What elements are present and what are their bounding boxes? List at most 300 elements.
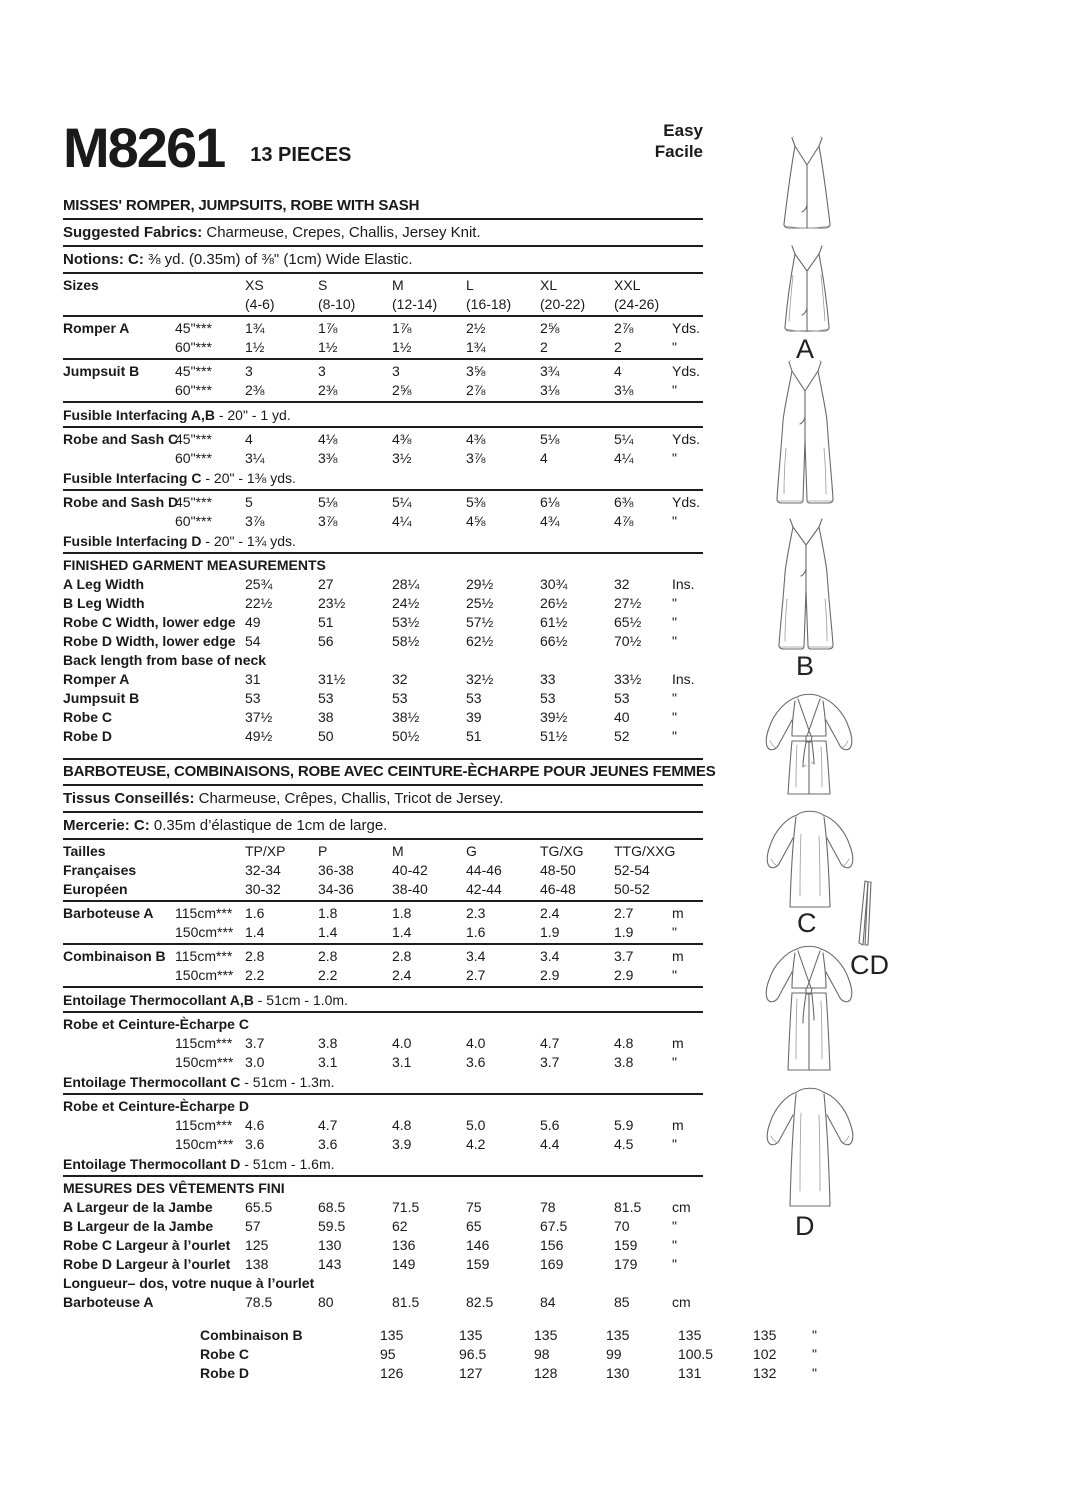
measurement-value: 99 — [606, 1346, 622, 1362]
measurement-value: 38½ — [392, 709, 420, 725]
measurement-value: 51 — [318, 614, 334, 630]
romper-a-back-illustration — [779, 245, 835, 341]
yardage-value: 2.9 — [614, 967, 634, 983]
measurement-value: 50 — [318, 728, 334, 744]
measurement-value: 52 — [614, 728, 630, 744]
table-row — [63, 670, 703, 689]
size-header-row — [63, 276, 703, 295]
horizontal-rule — [63, 272, 703, 274]
measurement-value: 32½ — [466, 671, 494, 687]
row-label: Robe D — [63, 728, 112, 744]
unit: m — [672, 1117, 684, 1133]
size-name: TP/XP — [245, 843, 286, 859]
measurement-value: 33½ — [614, 671, 642, 687]
yardage-value: 5 — [245, 494, 253, 510]
difficulty-fr: Facile — [654, 142, 703, 161]
unit: " — [672, 1054, 677, 1070]
yardage-value: 4.5 — [614, 1136, 634, 1152]
meta-line: Suggested Fabrics: Charmeuse, Crepes, Challis, Jersey Knit. — [63, 224, 481, 241]
yardage-value: 1½ — [245, 339, 265, 355]
yardage-value: 3⅛ — [540, 382, 560, 398]
measurement-value: 49 — [245, 614, 261, 630]
measurement-value: 156 — [540, 1237, 564, 1253]
yardage-value: 3⅜ — [318, 450, 338, 466]
table-section-header: Longueur– dos, votre nuque à l’ourlet — [63, 1275, 315, 1291]
horizontal-rule — [63, 758, 703, 760]
measurement-value: 50½ — [392, 728, 420, 744]
size-header-row — [63, 861, 703, 880]
note-label: Entoilage Thermocollant D — [63, 1156, 241, 1172]
horizontal-rule — [63, 552, 703, 554]
fabric-width: 115cm*** — [175, 1117, 233, 1133]
yardage-value: 1½ — [392, 339, 412, 355]
table-row — [63, 632, 703, 651]
measurement-value: 100.5 — [678, 1346, 714, 1362]
measurement-value: 39 — [466, 709, 482, 725]
pattern-number: M8261 — [63, 116, 225, 179]
size-name: 40-42 — [392, 862, 428, 878]
yardage-value: 2.8 — [245, 948, 265, 964]
view-label-cd: CD — [850, 950, 889, 980]
yardage-value: 1.9 — [614, 924, 634, 940]
size-name: 46-48 — [540, 881, 576, 897]
section-title: BARBOTEUSE, COMBINAISONS, ROBE AVEC CEINTURE-ÈCHARPE POUR JEUNES FEMMES — [63, 763, 716, 780]
yardage-value: 3⅛ — [614, 382, 634, 398]
measurement-value: 61½ — [540, 614, 568, 630]
view-label-d: D — [795, 1211, 815, 1241]
table-row — [63, 689, 703, 708]
measurement-value: 53 — [466, 690, 482, 706]
measurement-value: 53 — [245, 690, 261, 706]
yardage-value: 3 — [392, 363, 400, 379]
size-name: 44-46 — [466, 862, 502, 878]
size-name: L — [466, 277, 474, 293]
meta-line: Tissus Conseillés: Charmeuse, Crêpes, Challis, Tricot de Jersey. — [63, 790, 504, 807]
measurement-value: 40 — [614, 709, 630, 725]
measurement-value: 53 — [540, 690, 556, 706]
measurement-value: 127 — [459, 1365, 483, 1381]
yardage-value: 1.4 — [392, 924, 412, 940]
measurement-value: 130 — [606, 1365, 630, 1381]
measurement-value: 24½ — [392, 595, 420, 611]
measurement-value: 62 — [392, 1218, 408, 1234]
yardage-value: 4.0 — [466, 1035, 486, 1051]
yardage-value: 2⅜ — [318, 382, 338, 398]
yardage-value: 3.7 — [245, 1035, 265, 1051]
horizontal-rule — [63, 489, 703, 491]
unit: " — [672, 1136, 677, 1152]
size-name: (8-10) — [318, 296, 356, 312]
view-label-a: A — [796, 334, 815, 364]
measurement-value: 54 — [245, 633, 261, 649]
measurement-value: 84 — [540, 1294, 556, 1310]
measurement-value: 33 — [540, 671, 556, 687]
measurement-value: 27½ — [614, 595, 642, 611]
sash-cd-illustration — [855, 879, 877, 951]
meta-line: Notions: C: ⅜ yd. (0.35m) of ⅜" (1cm) Wide Elastic. — [63, 251, 413, 268]
measurement-value: 81.5 — [392, 1294, 420, 1310]
yardage-value: 2.8 — [318, 948, 338, 964]
yardage-value: 2.7 — [466, 967, 486, 983]
row-label: Robe D Width, lower edge — [63, 633, 236, 649]
measurement-value: 135 — [606, 1327, 630, 1343]
size-header-row — [63, 295, 703, 314]
horizontal-rule — [63, 838, 703, 840]
horizontal-rule — [63, 811, 703, 813]
measurement-value: 49½ — [245, 728, 273, 744]
unit: cm — [672, 1294, 691, 1310]
measurement-value: 57 — [245, 1218, 261, 1234]
table-row — [63, 1034, 703, 1053]
size-name: 48-50 — [540, 862, 576, 878]
interfacing-note: Entoilage Thermocollant A,B - 51cm - 1.0m. — [63, 992, 348, 1008]
measurement-value: 26½ — [540, 595, 568, 611]
fabric-width: 45"*** — [175, 320, 212, 336]
size-name: M — [392, 843, 404, 859]
yardage-value: 4 — [245, 431, 253, 447]
measurement-value: 70 — [614, 1218, 630, 1234]
yardage-value: 2⅞ — [466, 382, 486, 398]
size-name: 30-32 — [245, 881, 281, 897]
table-row — [63, 512, 703, 531]
fabric-width: 60"*** — [175, 450, 212, 466]
measurement-value: 58½ — [392, 633, 420, 649]
table-section-header: MESURES DES VÊTEMENTS FINI — [63, 1180, 285, 1196]
measurement-value: 135 — [678, 1327, 702, 1343]
size-name: XXL — [614, 277, 641, 293]
row-label: Barboteuse A — [63, 905, 154, 921]
yardage-value: 1.4 — [245, 924, 265, 940]
row-label: Jumpsuit B — [63, 690, 140, 706]
table-row — [63, 381, 703, 400]
fabric-width: 60"*** — [175, 513, 212, 529]
table-row — [63, 947, 703, 966]
unit: " — [812, 1327, 817, 1343]
unit: m — [672, 948, 684, 964]
yardage-value: 3.4 — [540, 948, 560, 964]
yardage-value: 3.9 — [392, 1136, 412, 1152]
yardage-value: 4.0 — [392, 1035, 412, 1051]
row-label: Combinaison B — [200, 1327, 303, 1343]
size-name: TG/XG — [540, 843, 584, 859]
unit: " — [672, 967, 677, 983]
romper-a-front-illustration — [779, 136, 835, 240]
table-row — [63, 1053, 703, 1072]
note-label: Entoilage Thermocollant A,B — [63, 992, 254, 1008]
unit: " — [672, 1237, 677, 1253]
row-label: Robe and Sash C — [63, 431, 179, 447]
row-label: Robe C Largeur à l’ourlet — [63, 1237, 231, 1253]
yardage-value: 4¾ — [540, 513, 560, 529]
yardage-value: 5¼ — [392, 494, 412, 510]
measurement-value: 135 — [380, 1327, 404, 1343]
yardage-value: 4.7 — [318, 1117, 338, 1133]
fabric-width: 45"*** — [175, 363, 212, 379]
unit: " — [672, 382, 677, 398]
measurement-value: 31 — [245, 671, 261, 687]
unit: m — [672, 905, 684, 921]
horizontal-rule — [63, 218, 703, 220]
size-name: XS — [245, 277, 264, 293]
size-name: 38-40 — [392, 881, 428, 897]
table-row — [63, 727, 703, 746]
size-name: (24-26) — [614, 296, 660, 312]
yardage-value: 1.8 — [318, 905, 338, 921]
yardage-value: 3.7 — [614, 948, 634, 964]
yardage-value: 4⅝ — [466, 513, 486, 529]
measurement-value: 96.5 — [459, 1346, 487, 1362]
table-row — [63, 575, 703, 594]
fabric-width: 60"*** — [175, 339, 212, 355]
row-label — [63, 449, 175, 468]
yardage-value: 2⅝ — [540, 320, 560, 336]
yardage-value: 1.6 — [245, 905, 265, 921]
horizontal-rule — [63, 315, 703, 317]
yardage-value: 5⅛ — [318, 494, 338, 510]
fabric-width: 150cm*** — [175, 1054, 234, 1070]
yardage-value: 4⅛ — [318, 431, 338, 447]
table-row-indented — [63, 1345, 817, 1364]
yardage-value: 3 — [245, 363, 253, 379]
yardage-value: 2 — [614, 339, 622, 355]
row-label — [63, 923, 175, 942]
table-row — [63, 1236, 703, 1255]
yardage-value: 4.6 — [245, 1117, 265, 1133]
measurement-value: 125 — [245, 1237, 269, 1253]
yardage-value: 4.8 — [614, 1035, 634, 1051]
interfacing-note: Fusible Interfacing D - 20" - 1¾ yds. — [63, 533, 296, 549]
yardage-value: 1.8 — [392, 905, 412, 921]
fabric-width: 45"*** — [175, 494, 212, 510]
yardage-value: 2 — [540, 339, 548, 355]
horizontal-rule — [63, 986, 703, 988]
yardage-value: 3.6 — [318, 1136, 338, 1152]
measurement-value: 68.5 — [318, 1199, 346, 1215]
yardage-value: 2.3 — [466, 905, 486, 921]
horizontal-rule — [63, 401, 703, 403]
yardage-value: 4⅜ — [466, 431, 486, 447]
measurement-value: 143 — [318, 1256, 342, 1272]
french-yardage-table — [63, 758, 817, 1383]
yardage-value: 4.4 — [540, 1136, 560, 1152]
size-name: S — [318, 277, 328, 293]
table-row — [63, 449, 703, 468]
size-name: 42-44 — [466, 881, 502, 897]
measurement-value: 136 — [392, 1237, 416, 1253]
header — [63, 118, 703, 182]
yardage-value: 5.9 — [614, 1117, 634, 1133]
yardage-value: 3.7 — [540, 1054, 560, 1070]
measurement-value: 102 — [753, 1346, 777, 1362]
size-header-label: Françaises — [63, 862, 137, 878]
size-header-row — [63, 842, 703, 861]
row-label: Combinaison B — [63, 948, 166, 964]
row-label: Jumpsuit B — [63, 363, 140, 379]
size-name: 52-54 — [614, 862, 650, 878]
measurement-value: 179 — [614, 1256, 638, 1272]
unit: " — [672, 728, 677, 744]
row-label: A Leg Width — [63, 576, 145, 592]
table-row-indented — [63, 1364, 817, 1383]
measurement-value: 146 — [466, 1237, 490, 1253]
measurement-value: 28¼ — [392, 576, 420, 592]
table-row — [63, 1217, 703, 1236]
table-row — [63, 338, 703, 357]
difficulty-en: Easy — [663, 121, 703, 140]
yardage-value: 3.8 — [318, 1035, 338, 1051]
row-label: A Largeur de la Jambe — [63, 1199, 213, 1215]
table-section-header: FINISHED GARMENT MEASUREMENTS — [63, 557, 326, 573]
measurement-value: 53 — [392, 690, 408, 706]
unit: " — [672, 633, 677, 649]
table-row — [63, 923, 703, 942]
unit: " — [672, 709, 677, 725]
size-header-label: Sizes — [63, 277, 99, 293]
unit: Ins. — [672, 671, 695, 687]
unit: Yds. — [672, 363, 701, 379]
yardage-value: 4.2 — [466, 1136, 486, 1152]
measurement-value: 135 — [459, 1327, 483, 1343]
measurement-value: 78.5 — [245, 1294, 273, 1310]
size-name: (16-18) — [466, 296, 512, 312]
row-label: B Largeur de la Jambe — [63, 1218, 214, 1234]
table-row — [63, 708, 703, 727]
yardage-value: 2½ — [466, 320, 486, 336]
measurement-value: 135 — [534, 1327, 558, 1343]
row-label — [63, 1116, 175, 1135]
yardage-value: 3⅞ — [245, 513, 265, 529]
note-label: Entoilage Thermocollant C — [63, 1074, 241, 1090]
table-section-header: Robe et Ceinture-Ècharpe C — [63, 1016, 249, 1032]
yardage-value: 2.9 — [540, 967, 560, 983]
measurement-value: 80 — [318, 1294, 334, 1310]
row-label — [63, 1135, 175, 1154]
row-label — [63, 1034, 175, 1053]
measurement-value: 159 — [614, 1237, 638, 1253]
measurement-value: 25¾ — [245, 576, 273, 592]
fabric-width: 150cm*** — [175, 1136, 234, 1152]
unit: Yds. — [672, 494, 701, 510]
table-section-header: Back length from base of neck — [63, 652, 267, 668]
unit: " — [672, 339, 677, 355]
size-header-label: Tailles — [63, 843, 106, 859]
yardage-tables — [63, 196, 817, 1383]
yardage-value: 3.1 — [392, 1054, 412, 1070]
row-label: Robe C — [63, 709, 112, 725]
table-section-header: Robe et Ceinture-Ècharpe D — [63, 1098, 249, 1114]
measurement-value: 53½ — [392, 614, 420, 630]
table-row — [63, 1255, 703, 1274]
unit: Ins. — [672, 576, 695, 592]
yardage-value: 3¼ — [245, 450, 265, 466]
meta-line: Mercerie: C: 0.35m d’élastique de 1cm de large. — [63, 817, 388, 834]
measurement-value: 159 — [466, 1256, 490, 1272]
table-row — [63, 362, 703, 381]
measurement-value: 65 — [466, 1218, 482, 1234]
horizontal-rule — [63, 1011, 703, 1013]
horizontal-rule — [63, 426, 703, 428]
yardage-value: 3 — [318, 363, 326, 379]
fabric-width: 115cm*** — [175, 1035, 233, 1051]
measurement-value: 29½ — [466, 576, 494, 592]
measurement-value: 38 — [318, 709, 334, 725]
table-row — [63, 430, 703, 449]
row-label: Robe C — [200, 1346, 249, 1362]
horizontal-rule — [63, 245, 703, 247]
yardage-value: 6⅜ — [614, 494, 634, 510]
yardage-value: 1.6 — [466, 924, 486, 940]
table-row-indented — [63, 1326, 817, 1345]
table-row — [63, 613, 703, 632]
interfacing-note: Fusible Interfacing A,B - 20" - 1 yd. — [63, 407, 291, 423]
measurement-value: 78 — [540, 1199, 556, 1215]
yardage-value: 4 — [540, 450, 548, 466]
table-row — [63, 1293, 703, 1312]
measurement-value: 23½ — [318, 595, 346, 611]
measurement-value: 51½ — [540, 728, 568, 744]
meta-label: Tissus Conseillés: — [63, 790, 195, 807]
difficulty-badge — [655, 120, 703, 162]
measurement-value: 70½ — [614, 633, 642, 649]
measurement-value: 51 — [466, 728, 482, 744]
table-row — [63, 966, 703, 985]
size-name: 50-52 — [614, 881, 650, 897]
row-label: Robe C Width, lower edge — [63, 614, 236, 630]
horizontal-rule — [63, 1093, 703, 1095]
yardage-value: 2⅝ — [392, 382, 412, 398]
meta-label: Notions: C: — [63, 251, 144, 268]
yardage-value: 2.2 — [318, 967, 338, 983]
yardage-value: 2.4 — [540, 905, 560, 921]
measurement-value: 65.5 — [245, 1199, 273, 1215]
measurement-value: 25½ — [466, 595, 494, 611]
robe-d-back-illustration — [763, 1083, 857, 1213]
size-name: M — [392, 277, 404, 293]
size-name: (12-14) — [392, 296, 438, 312]
yardage-value: 4¼ — [392, 513, 412, 529]
row-label: Robe D — [200, 1365, 249, 1381]
table-row — [63, 1116, 703, 1135]
measurement-value: 39½ — [540, 709, 568, 725]
unit: Yds. — [672, 431, 701, 447]
size-name: 32-34 — [245, 862, 281, 878]
unit: Yds. — [672, 320, 701, 336]
yardage-value: 3.6 — [245, 1136, 265, 1152]
interfacing-note: Entoilage Thermocollant D - 51cm - 1.6m. — [63, 1156, 335, 1172]
unit: " — [672, 1256, 677, 1272]
measurement-value: 62½ — [466, 633, 494, 649]
yardage-value: 3.4 — [466, 948, 486, 964]
measurement-value: 85 — [614, 1294, 630, 1310]
measurement-value: 98 — [534, 1346, 550, 1362]
yardage-value: 2⅞ — [614, 320, 634, 336]
robe-d-front-illustration — [761, 941, 857, 1077]
meta-label: Mercerie: C: — [63, 817, 150, 834]
measurement-value: 135 — [753, 1327, 777, 1343]
fabric-width: 45"*** — [175, 431, 212, 447]
measurement-value: 32 — [614, 576, 630, 592]
measurement-value: 126 — [380, 1365, 404, 1381]
unit: " — [672, 450, 677, 466]
robe-c-back-illustration — [763, 806, 857, 914]
yardage-value: 1⅞ — [392, 320, 412, 336]
yardage-value: 2.8 — [392, 948, 412, 964]
size-header-label: Européen — [63, 881, 128, 897]
row-label: Romper A — [63, 320, 130, 336]
yardage-value: 4.7 — [540, 1035, 560, 1051]
measurement-value: 65½ — [614, 614, 642, 630]
horizontal-rule — [63, 358, 703, 360]
